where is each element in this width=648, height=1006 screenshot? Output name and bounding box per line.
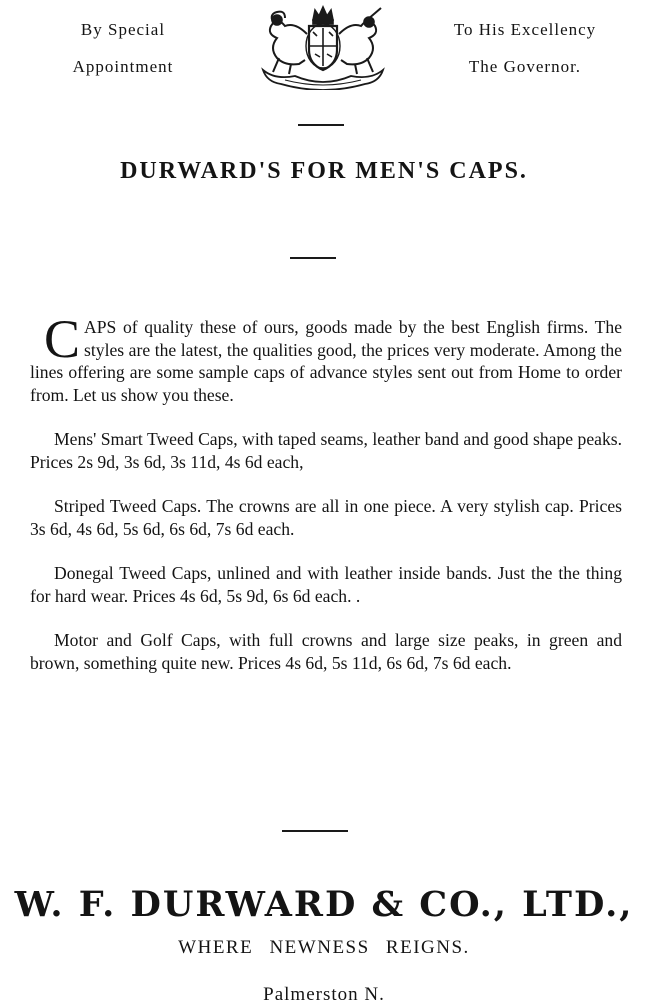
divider-bottom [282,830,348,832]
governor-notice [420,16,630,90]
product-tweed-caps: Mens' Smart Tweed Caps, with taped seams, leather band and good shape peaks. Prices 2s 9d, 3s 6d, 3s 11d, 4s 6d each, [30,429,622,472]
divider-top [298,124,344,126]
drop-cap: C [44,309,81,369]
divider-middle [290,257,336,259]
governor-line-1: To His Excellency [453,20,597,39]
product-motor-golf-caps: Motor and Golf Caps, with full crowns and large size peaks, in green and brown, something quite new. Prices 4s 6d, 5s 11d, 6s 6d, 7s 6d each. [30,630,622,673]
appointment-line-2: Appointment [72,57,174,76]
appointment-notice [48,16,198,90]
governor-line-2: The Governor. [468,57,582,76]
royal-coat-of-arms-icon [255,4,391,90]
intro-paragraph [30,309,622,406]
company-town: Palmerston N. [263,984,385,1005]
ad-body [30,309,622,696]
appointment-line-1: By Special [80,20,166,39]
product-donegal-caps: Donegal Tweed Caps, unlined and with leather inside bands. Just the the thing for hard wear. Prices 4s 6d, 5s 9d, 6s 6d each. . [30,563,622,606]
ad-title: DURWARD'S FOR MEN'S CAPS. [120,158,528,184]
company-slogan: WHERE NEWNESS REIGNS. [178,937,470,958]
intro-text: APS of quality these of ours, goods made by the best English firms. The styles are the latest, the qualities good, the prices very moderate. Among the lines offering are some sample caps of advance styles sent out from Home to order from. Let us show you these. [30,317,622,405]
company-name: W. F. DURWARD & CO., LTD., [14,884,634,925]
product-striped-caps: Striped Tweed Caps. The crowns are all in one piece. A very stylish cap. Prices 3s 6d, 4s 6d, 5s 6d, 6s 6d, 7s 6d each. [30,496,622,539]
